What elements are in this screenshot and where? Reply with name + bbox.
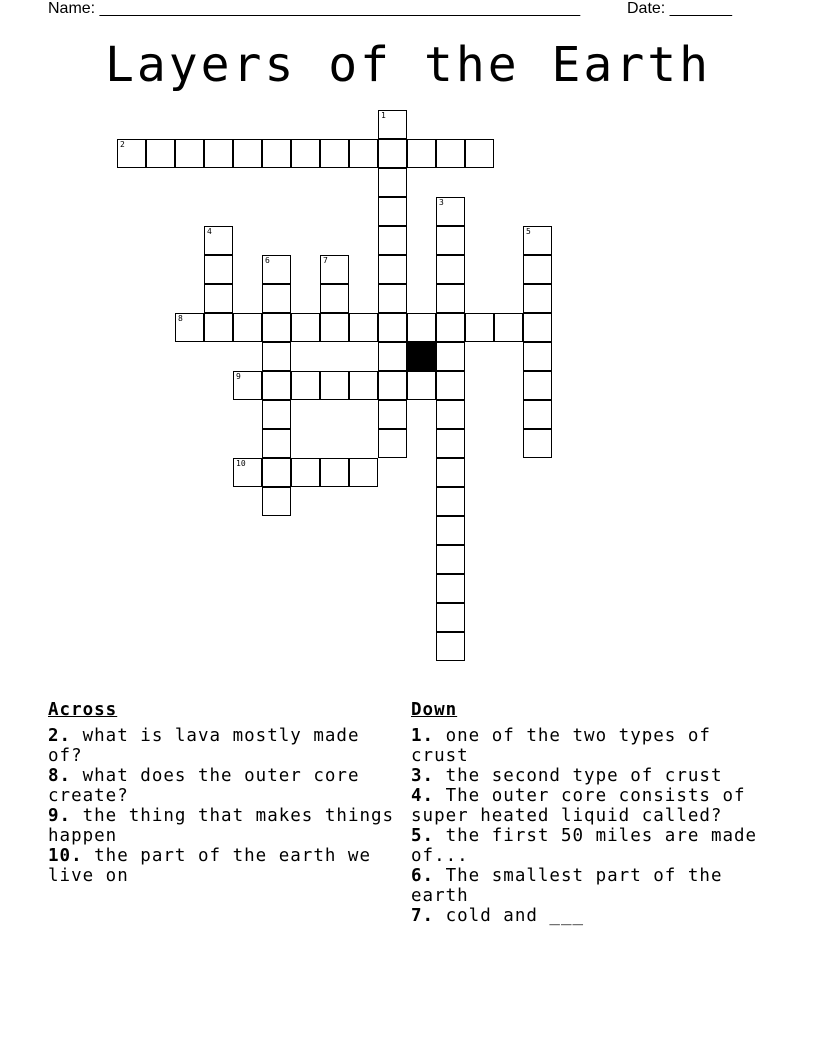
clue-text: the second type of crust	[434, 766, 723, 786]
grid-cell[interactable]	[436, 603, 465, 632]
grid-cell[interactable]	[436, 342, 465, 371]
grid-cell[interactable]	[378, 197, 407, 226]
grid-cell[interactable]	[262, 139, 291, 168]
grid-cell[interactable]	[378, 284, 407, 313]
down-clue-4	[411, 786, 771, 826]
grid-cell[interactable]	[349, 458, 378, 487]
clue-number: 8.	[48, 766, 72, 786]
grid-cell[interactable]	[146, 139, 175, 168]
grid-cell[interactable]	[233, 458, 262, 487]
grid-cell[interactable]	[436, 429, 465, 458]
grid-cell[interactable]	[320, 313, 349, 342]
grid-cell[interactable]	[436, 400, 465, 429]
clue-text: what is lava mostly made of?	[48, 726, 360, 766]
grid-cell[interactable]	[465, 313, 494, 342]
down-heading: Down	[411, 700, 458, 720]
grid-cell[interactable]	[436, 313, 465, 342]
grid-cell[interactable]	[349, 139, 378, 168]
grid-cell[interactable]	[436, 545, 465, 574]
grid-cell[interactable]	[262, 400, 291, 429]
grid-cell[interactable]	[523, 371, 552, 400]
across-clue-8	[48, 766, 404, 806]
grid-clue-number: 3	[439, 198, 444, 207]
clue-number: 10.	[48, 846, 83, 866]
grid-cell[interactable]	[320, 458, 349, 487]
grid-clue-number: 7	[323, 256, 328, 265]
across-clue-2	[48, 726, 404, 766]
grid-clue-number: 4	[207, 227, 212, 236]
down-clue-1	[411, 726, 771, 766]
grid-cell[interactable]	[262, 458, 291, 487]
grid-cell[interactable]	[494, 313, 523, 342]
down-clue-7	[411, 906, 771, 926]
grid-cell[interactable]	[378, 313, 407, 342]
grid-cell[interactable]	[407, 371, 436, 400]
grid-cell[interactable]	[407, 313, 436, 342]
grid-cell[interactable]	[378, 226, 407, 255]
grid-clue-number: 10	[236, 459, 246, 468]
grid-cell[interactable]	[436, 284, 465, 313]
grid-cell[interactable]	[291, 139, 320, 168]
grid-cell[interactable]	[523, 255, 552, 284]
grid-cell[interactable]	[320, 255, 349, 284]
grid-cell[interactable]	[378, 429, 407, 458]
grid-cell[interactable]	[436, 371, 465, 400]
grid-cell[interactable]	[291, 313, 320, 342]
grid-cell[interactable]	[204, 255, 233, 284]
grid-clue-number: 6	[265, 256, 270, 265]
grid-cell[interactable]	[436, 574, 465, 603]
grid-clue-number: 9	[236, 372, 241, 381]
grid-cell[interactable]	[436, 458, 465, 487]
grid-cell[interactable]	[436, 139, 465, 168]
grid-clue-number: 5	[526, 227, 531, 236]
across-clue-10	[48, 846, 404, 886]
clue-number: 6.	[411, 866, 435, 886]
grid-cell[interactable]	[378, 400, 407, 429]
clue-number: 1.	[411, 726, 435, 746]
grid-clue-number: 2	[120, 140, 125, 149]
grid-cell[interactable]	[117, 139, 146, 168]
grid-cell[interactable]	[436, 516, 465, 545]
clue-text: the part of the earth we live on	[48, 846, 372, 886]
clue-text: one of the two types of crust	[411, 726, 711, 766]
clue-text: cold and ___	[434, 906, 585, 926]
grid-cell[interactable]	[233, 371, 262, 400]
clue-number: 7.	[411, 906, 435, 926]
grid-cell[interactable]	[436, 255, 465, 284]
grid-cell[interactable]	[320, 139, 349, 168]
clue-number: 5.	[411, 826, 435, 846]
grid-cell[interactable]	[523, 226, 552, 255]
grid-cell[interactable]	[262, 429, 291, 458]
down-clue-5	[411, 826, 771, 866]
grid-cell[interactable]	[204, 226, 233, 255]
clue-text: what does the outer core create?	[48, 766, 360, 806]
across-clues	[48, 700, 404, 886]
grid-cell[interactable]	[378, 371, 407, 400]
grid-cell[interactable]	[262, 255, 291, 284]
grid-cell[interactable]	[320, 371, 349, 400]
grid-cell[interactable]	[262, 487, 291, 516]
date-field-label: Date: _______	[627, 0, 732, 17]
grid-cell[interactable]	[523, 284, 552, 313]
grid-cell[interactable]	[204, 313, 233, 342]
grid-cell[interactable]	[378, 110, 407, 139]
grid-cell[interactable]	[204, 139, 233, 168]
grid-cell[interactable]	[175, 313, 204, 342]
across-heading: Across	[48, 700, 118, 720]
grid-cell[interactable]	[291, 371, 320, 400]
grid-cell[interactable]	[233, 139, 262, 168]
grid-cell[interactable]	[262, 313, 291, 342]
grid-clue-number: 8	[178, 314, 183, 323]
clue-text: The smallest part of the earth	[411, 866, 723, 906]
grid-cell[interactable]	[436, 632, 465, 661]
grid-cell[interactable]	[349, 313, 378, 342]
grid-clue-number: 1	[381, 111, 386, 120]
grid-cell[interactable]	[465, 139, 494, 168]
grid-cell[interactable]	[378, 342, 407, 371]
grid-cell[interactable]	[349, 371, 378, 400]
grid-cell-blocked	[407, 342, 436, 371]
down-clue-6	[411, 866, 771, 906]
grid-cell[interactable]	[436, 226, 465, 255]
across-clue-9	[48, 806, 404, 846]
grid-cell[interactable]	[262, 371, 291, 400]
clue-number: 2.	[48, 726, 72, 746]
clue-text: the thing that makes things happen	[48, 806, 395, 846]
grid-cell[interactable]	[523, 313, 552, 342]
grid-cell[interactable]	[436, 197, 465, 226]
clue-text: the first 50 miles are made of...	[411, 826, 758, 866]
grid-cell[interactable]	[204, 284, 233, 313]
name-field-label: Name: ______________________________________________________	[48, 0, 581, 17]
grid-cell[interactable]	[523, 342, 552, 371]
clue-number: 3.	[411, 766, 435, 786]
grid-cell[interactable]	[291, 458, 320, 487]
grid-cell[interactable]	[378, 139, 407, 168]
down-clue-3	[411, 766, 771, 786]
clue-number: 4.	[411, 786, 435, 806]
grid-cell[interactable]	[262, 342, 291, 371]
grid-cell[interactable]	[175, 139, 204, 168]
grid-cell[interactable]	[407, 139, 436, 168]
grid-cell[interactable]	[262, 284, 291, 313]
grid-cell[interactable]	[320, 284, 349, 313]
grid-cell[interactable]	[378, 168, 407, 197]
grid-cell[interactable]	[233, 313, 262, 342]
clue-number: 9.	[48, 806, 72, 826]
grid-cell[interactable]	[523, 429, 552, 458]
down-clues	[411, 700, 771, 926]
grid-cell[interactable]	[436, 487, 465, 516]
page-title: Layers of the Earth	[104, 37, 712, 93]
clue-text: The outer core consists of super heated liquid called?	[411, 786, 746, 826]
grid-cell[interactable]	[523, 400, 552, 429]
grid-cell[interactable]	[378, 255, 407, 284]
